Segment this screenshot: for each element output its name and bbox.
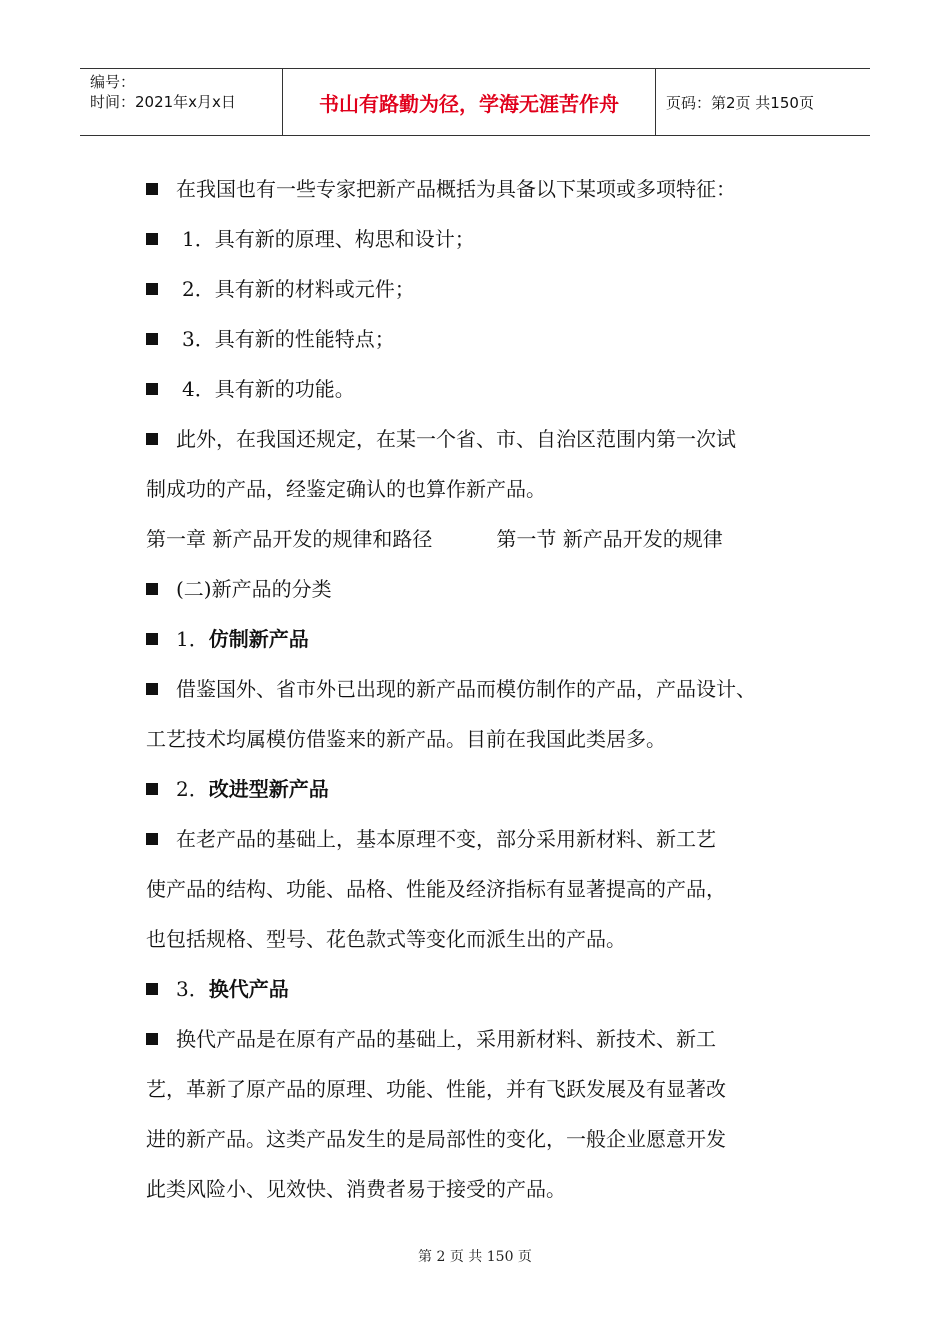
document-date: 时间：2021年x月x日 [90, 93, 236, 111]
document-code-label: 编号： [90, 73, 136, 91]
square-bullet-icon [146, 183, 158, 195]
square-bullet-icon [146, 583, 158, 595]
list-item [146, 314, 846, 364]
type3-paragraph-cont: 此类风险小、见效快、消费者易于接受的产品。 [146, 1177, 566, 1201]
type2-paragraph-cont: 也包括规格、型号、花色款式等变化而派生出的产品。 [146, 927, 626, 951]
square-bullet-icon [146, 1033, 158, 1045]
square-bullet-icon [146, 633, 158, 645]
square-bullet-icon [146, 283, 158, 295]
paragraph-regulation-cont: 制成功的产品，经鉴定确认的也算作新产品。 [146, 477, 546, 501]
list-text: 具有新的原理、构思和设计； [214, 227, 475, 251]
header-meta [80, 69, 282, 135]
type2-paragraph-cont: 使产品的结构、功能、品格、性能及经济指标有显著提高的产品， [146, 877, 726, 901]
paragraph-intro [146, 164, 846, 214]
document-body [146, 164, 846, 1214]
paragraph-regulation [146, 414, 846, 464]
intro-text: 在我国也有一些专家把新产品概括为具备以下某项或多项特征： [176, 177, 736, 201]
page-footer: 第 2 页 共 150 页 [418, 1249, 532, 1265]
list-number: 3． [182, 327, 215, 351]
chapter-title: 第一章 新产品开发的规律和路径 [146, 527, 433, 551]
square-bullet-icon [146, 233, 158, 245]
type-title: 改进型新产品 [208, 777, 329, 801]
type1-heading [146, 614, 846, 664]
square-bullet-icon [146, 433, 158, 445]
type3-paragraph [146, 1014, 846, 1064]
regulation-text-1: 此外，在我国还规定，在某一个省、市、自治区范围内第一次试 [176, 427, 736, 451]
type-number: 2． [176, 777, 209, 801]
header-page-info: 页码：第2页 共150页 [666, 93, 814, 112]
square-bullet-icon [146, 783, 158, 795]
square-bullet-icon [146, 383, 158, 395]
list-item [146, 264, 846, 314]
type-title: 换代产品 [208, 977, 289, 1001]
type3-heading [146, 964, 846, 1014]
type-number: 3． [176, 977, 209, 1001]
list-number: 2． [182, 277, 215, 301]
header-motto: 书山有路勤为径，学海无涯苦作舟 [319, 91, 619, 116]
section-title: 第一节 新产品开发的规律 [496, 527, 723, 551]
type2-text-1: 在老产品的基础上，基本原理不变，部分采用新材料、新工艺 [176, 827, 716, 851]
type1-paragraph-cont: 工艺技术均属模仿借鉴来的新产品。目前在我国此类居多。 [146, 727, 666, 751]
type1-paragraph [146, 664, 846, 714]
list-number: 1． [182, 227, 215, 251]
square-bullet-icon [146, 333, 158, 345]
list-number: 4． [182, 377, 215, 401]
type2-paragraph [146, 814, 846, 864]
type3-text-1: 换代产品是在原有产品的基础上，采用新材料、新技术、新工 [176, 1027, 716, 1051]
list-item [146, 364, 846, 414]
page-header [80, 68, 870, 136]
classification-text: (二)新产品的分类 [176, 577, 332, 601]
list-text: 具有新的性能特点； [214, 327, 395, 351]
type1-text-1: 借鉴国外、省市外已出现的新产品而模仿制作的产品，产品设计、 [176, 677, 756, 701]
square-bullet-icon [146, 683, 158, 695]
type3-paragraph-cont: 进的新产品。这类产品发生的是局部性的变化，一般企业愿意开发 [146, 1127, 726, 1151]
type-title: 仿制新产品 [208, 627, 309, 651]
square-bullet-icon [146, 833, 158, 845]
list-text: 具有新的功能。 [214, 377, 355, 401]
type2-heading [146, 764, 846, 814]
list-text: 具有新的材料或元件； [214, 277, 415, 301]
type-number: 1． [176, 627, 209, 651]
type3-paragraph-cont: 艺，革新了原产品的原理、功能、性能，并有飞跃发展及有显著改 [146, 1077, 726, 1101]
classification-heading [146, 564, 846, 614]
header-motto-cell [282, 69, 656, 135]
list-item [146, 214, 846, 264]
chapter-heading-row [146, 514, 846, 564]
square-bullet-icon [146, 983, 158, 995]
